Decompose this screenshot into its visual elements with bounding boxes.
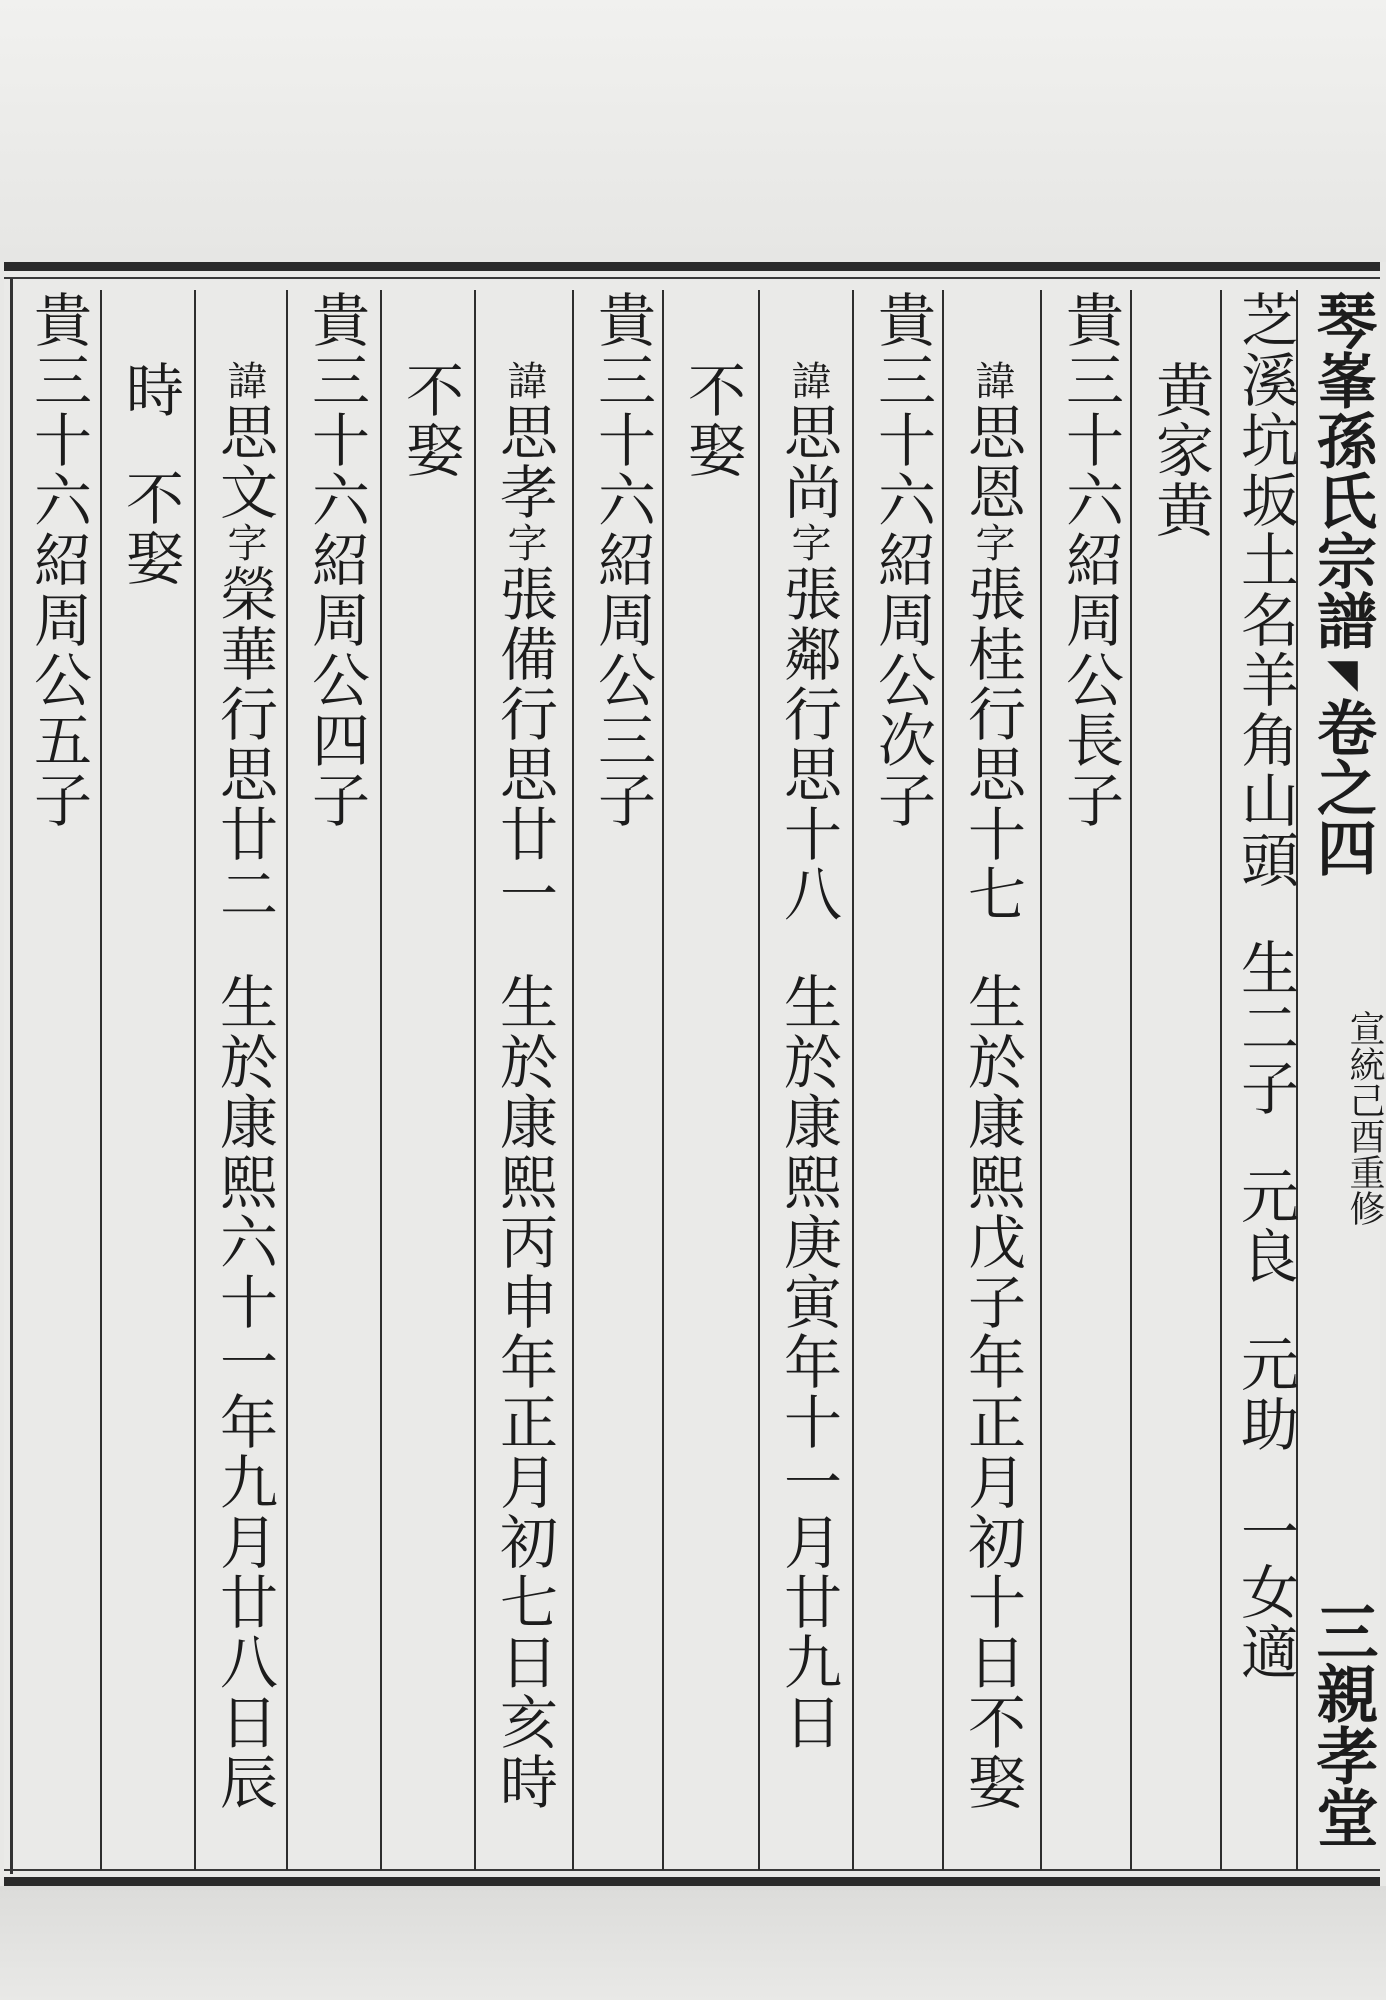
column-rule [662,290,664,1870]
text-segment: 諱 [221,360,267,402]
hall-name: 三親孝堂 [1306,1600,1379,1848]
left-border-line [10,278,13,1874]
text-column-6 [768,290,848,1870]
text-segment: 不娶 [396,360,464,480]
text-segment: 思文 [210,402,278,522]
text-column-13 [110,290,190,1870]
column-rule [474,290,476,1870]
text-column-8 [582,290,662,1870]
paper-bottom-margin [0,1886,1386,2000]
text-column-12 [204,290,284,1870]
text-segment: 貴三十六紹周公四子 [302,290,370,830]
text-segment: 時 [116,360,184,420]
column-rule [758,290,760,1870]
fishtail-mark: ◥ [1319,650,1366,697]
text-column-10 [390,290,470,1870]
text-segment: 榮華行思廿二 [210,564,278,924]
text-segment: 字 [501,522,547,564]
text-column-7 [672,290,752,1870]
text-segment: 諱 [501,360,547,402]
text-segment: 黄家黄 [1146,360,1214,540]
text-segment: 貴三十六紹周公五子 [24,290,92,830]
text-segment: 字 [785,522,831,564]
text-segment: 生於康熙庚寅年十一月廿九日 [774,972,842,1752]
text-segment: 字 [969,522,1015,564]
text-segment: 不娶 [116,468,184,588]
text-segment: 諱 [969,360,1015,402]
text-segment: 張備行思廿一 [490,564,558,924]
text-segment: 思恩 [958,402,1026,522]
text-segment: 芝溪坑坂土名羊角山頭 [1231,290,1299,890]
column-rule [194,290,196,1870]
column-rule [572,290,574,1870]
column-rule [1130,290,1132,1870]
text-segment: 生二子 [1231,938,1299,1118]
text-segment: 生於康熙丙申年正月初七日亥時 [490,972,558,1812]
text-segment: 貴三十六紹周公三子 [588,290,656,830]
column-rule [852,290,854,1870]
text-segment: 貴三十六紹周公長子 [1056,290,1124,830]
text-column-9 [484,290,564,1870]
text-segment: 生於康熙六十一年九月廿八日辰 [210,972,278,1812]
text-column-14 [18,290,98,1870]
text-segment: 一女適 [1231,1502,1299,1682]
edition-note: 宣統己酉重修 [1344,1010,1385,1226]
column-rule [1040,290,1042,1870]
text-segment: 生於康熙戊子年正月初十日不娶 [958,972,1026,1812]
text-segment: 諱 [785,360,831,402]
text-column-5 [862,290,942,1870]
column-rule [100,290,102,1870]
text-segment: 思孝 [490,402,558,522]
book-title: 琴峯孫氏宗譜 [1307,290,1377,650]
column-rule [1220,290,1222,1870]
text-segment: 張鄰行思十八 [774,564,842,924]
text-segment: 張桂行思十七 [958,564,1026,924]
text-segment: 元良 [1231,1166,1299,1286]
column-rule [286,290,288,1870]
column-rule [942,290,944,1870]
text-column-1 [1225,290,1305,1870]
column-rule [380,290,382,1870]
text-column-2 [1140,290,1220,1870]
text-segment: 元助 [1231,1334,1299,1454]
text-segment: 字 [221,522,267,564]
volume-label: 卷之四 [1307,697,1377,877]
text-segment: 思尚 [774,402,842,522]
text-column-3 [1050,290,1130,1870]
text-column-11 [296,290,376,1870]
text-column-4 [952,290,1032,1870]
text-segment: 貴三十六紹周公次子 [868,290,936,830]
paper-top-margin [0,0,1386,262]
text-segment: 不娶 [678,360,746,480]
